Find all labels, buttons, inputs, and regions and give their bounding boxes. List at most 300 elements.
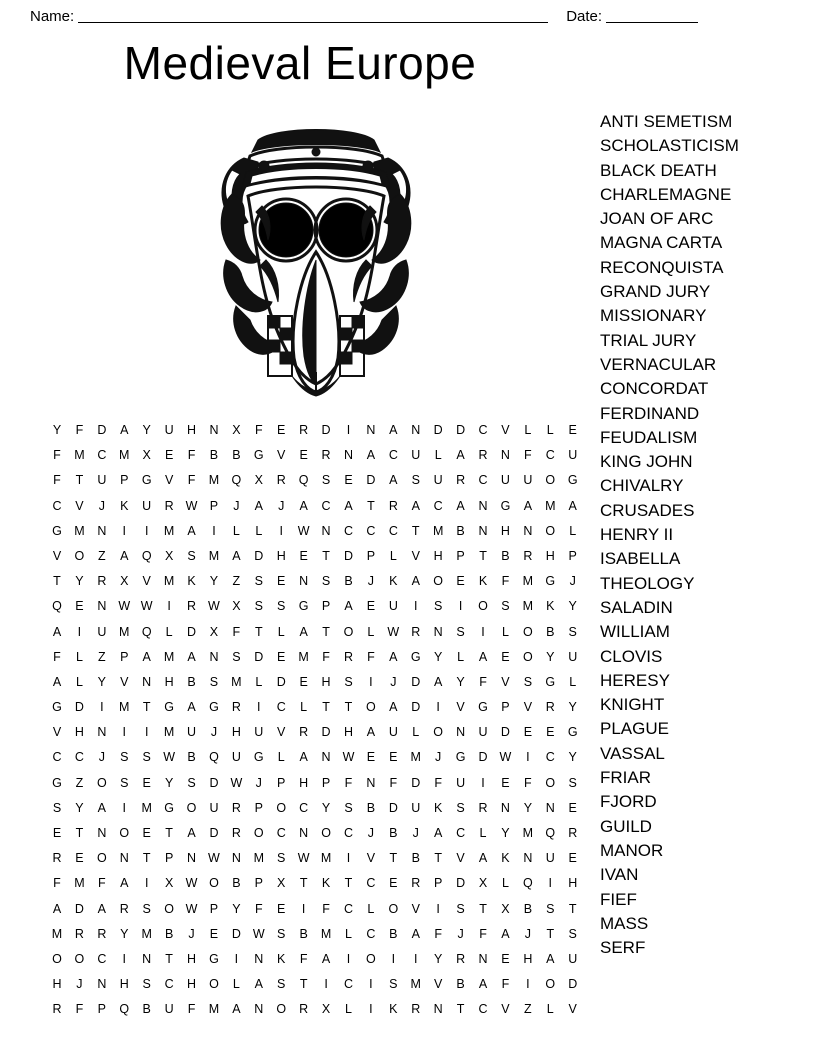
- grid-cell[interactable]: I: [144, 725, 149, 740]
- grid-cell[interactable]: N: [478, 498, 488, 513]
- grid-cell[interactable]: F: [75, 423, 84, 437]
- grid-cell[interactable]: Y: [164, 775, 174, 790]
- grid-cell[interactable]: D: [388, 800, 398, 815]
- grid-cell[interactable]: R: [231, 700, 241, 715]
- grid-cell[interactable]: B: [456, 523, 465, 538]
- grid-cell[interactable]: X: [501, 901, 510, 916]
- grid-cell[interactable]: L: [345, 926, 352, 941]
- grid-cell[interactable]: A: [299, 624, 308, 639]
- grid-cell[interactable]: E: [389, 876, 398, 891]
- grid-cell[interactable]: B: [366, 800, 376, 815]
- grid-cell[interactable]: T: [322, 700, 330, 715]
- grid-cell[interactable]: A: [568, 498, 577, 513]
- grid-cell[interactable]: D: [231, 926, 241, 941]
- grid-cell[interactable]: G: [410, 649, 421, 664]
- grid-cell[interactable]: M: [51, 926, 63, 941]
- grid-cell[interactable]: R: [97, 574, 107, 589]
- grid-cell[interactable]: G: [164, 700, 174, 715]
- grid-cell[interactable]: O: [522, 624, 533, 639]
- grid-cell[interactable]: L: [457, 649, 465, 664]
- grid-cell[interactable]: M: [74, 448, 85, 463]
- grid-cell[interactable]: A: [389, 649, 398, 664]
- grid-cell[interactable]: S: [568, 926, 577, 941]
- grid-cell[interactable]: A: [434, 674, 443, 689]
- grid-cell[interactable]: O: [321, 826, 331, 840]
- grid-cell[interactable]: C: [388, 523, 398, 538]
- grid-cell[interactable]: S: [546, 901, 555, 916]
- grid-cell[interactable]: Y: [97, 674, 107, 689]
- grid-cell[interactable]: Y: [434, 649, 443, 664]
- grid-cell[interactable]: W: [118, 599, 131, 614]
- grid-cell[interactable]: T: [322, 624, 330, 639]
- grid-cell[interactable]: C: [276, 826, 286, 840]
- grid-cell[interactable]: M: [410, 750, 421, 765]
- grid-cell[interactable]: F: [53, 473, 61, 488]
- grid-cell[interactable]: T: [434, 851, 442, 866]
- grid-cell[interactable]: D: [276, 674, 286, 689]
- grid-cell[interactable]: W: [185, 901, 198, 916]
- grid-cell[interactable]: A: [187, 700, 196, 715]
- grid-cell[interactable]: Y: [120, 926, 129, 941]
- grid-cell[interactable]: M: [410, 977, 421, 992]
- grid-cell[interactable]: O: [209, 876, 219, 891]
- grid-cell[interactable]: D: [411, 775, 421, 790]
- grid-cell[interactable]: R: [276, 473, 286, 488]
- grid-cell[interactable]: M: [522, 574, 534, 589]
- grid-cell[interactable]: L: [255, 674, 263, 689]
- grid-cell[interactable]: P: [434, 876, 443, 891]
- grid-cell[interactable]: X: [142, 448, 151, 463]
- grid-cell[interactable]: G: [545, 674, 556, 689]
- grid-cell[interactable]: N: [433, 1002, 443, 1017]
- grid-cell[interactable]: S: [568, 624, 577, 639]
- grid-cell[interactable]: W: [499, 750, 512, 765]
- grid-cell[interactable]: I: [346, 423, 351, 437]
- grid-cell[interactable]: G: [478, 700, 488, 715]
- grid-cell[interactable]: K: [321, 876, 331, 891]
- grid-cell[interactable]: L: [367, 624, 375, 639]
- grid-cell[interactable]: W: [252, 926, 265, 941]
- grid-cell[interactable]: L: [277, 750, 285, 765]
- grid-cell[interactable]: W: [185, 876, 198, 891]
- grid-cell[interactable]: V: [120, 674, 129, 689]
- grid-cell[interactable]: N: [433, 624, 443, 639]
- grid-cell[interactable]: C: [388, 448, 398, 463]
- grid-cell[interactable]: L: [232, 523, 240, 538]
- grid-cell[interactable]: M: [163, 649, 175, 664]
- grid-cell[interactable]: E: [299, 448, 308, 463]
- name-input-line[interactable]: [78, 10, 548, 23]
- grid-cell[interactable]: P: [120, 473, 129, 488]
- grid-cell[interactable]: N: [299, 826, 309, 840]
- grid-cell[interactable]: R: [456, 473, 466, 488]
- grid-cell[interactable]: L: [367, 901, 375, 916]
- grid-cell[interactable]: N: [119, 851, 129, 866]
- grid-cell[interactable]: U: [209, 800, 219, 815]
- word-search-grid[interactable]: [50, 418, 580, 1023]
- grid-cell[interactable]: F: [322, 901, 330, 916]
- grid-cell[interactable]: C: [343, 826, 353, 840]
- grid-cell[interactable]: N: [97, 826, 107, 840]
- grid-cell[interactable]: U: [500, 473, 510, 488]
- grid-cell[interactable]: D: [254, 649, 264, 664]
- grid-cell[interactable]: I: [458, 599, 463, 614]
- grid-cell[interactable]: R: [52, 851, 62, 866]
- grid-cell[interactable]: B: [456, 977, 465, 992]
- grid-cell[interactable]: J: [255, 775, 262, 790]
- grid-cell[interactable]: C: [97, 951, 107, 966]
- grid-cell[interactable]: I: [77, 624, 82, 639]
- grid-cell[interactable]: S: [120, 750, 129, 765]
- grid-cell[interactable]: F: [254, 901, 263, 916]
- grid-cell[interactable]: U: [411, 800, 421, 815]
- grid-cell[interactable]: U: [568, 951, 578, 966]
- grid-cell[interactable]: P: [277, 775, 286, 790]
- grid-cell[interactable]: P: [254, 800, 263, 815]
- grid-cell[interactable]: E: [366, 750, 376, 765]
- grid-cell[interactable]: T: [299, 876, 308, 891]
- grid-cell[interactable]: N: [500, 448, 510, 463]
- grid-cell[interactable]: A: [389, 423, 398, 437]
- grid-cell[interactable]: W: [208, 599, 220, 614]
- grid-cell[interactable]: Y: [321, 800, 331, 815]
- grid-cell[interactable]: K: [120, 498, 129, 513]
- grid-cell[interactable]: C: [456, 826, 466, 840]
- grid-cell[interactable]: J: [435, 750, 442, 765]
- grid-cell[interactable]: L: [546, 1002, 554, 1017]
- grid-cell[interactable]: T: [165, 826, 173, 840]
- grid-cell[interactable]: O: [186, 800, 197, 815]
- grid-cell[interactable]: J: [98, 498, 105, 513]
- grid-cell[interactable]: W: [185, 498, 198, 513]
- grid-cell[interactable]: M: [231, 674, 242, 689]
- grid-cell[interactable]: H: [545, 548, 555, 563]
- grid-cell[interactable]: G: [52, 700, 62, 715]
- grid-cell[interactable]: T: [142, 851, 151, 866]
- grid-cell[interactable]: B: [411, 851, 420, 866]
- grid-cell[interactable]: A: [389, 473, 398, 488]
- grid-cell[interactable]: K: [277, 951, 286, 966]
- grid-cell[interactable]: S: [344, 674, 353, 689]
- grid-cell[interactable]: L: [165, 624, 173, 639]
- grid-cell[interactable]: H: [74, 725, 84, 740]
- grid-cell[interactable]: B: [232, 448, 241, 463]
- grid-cell[interactable]: B: [344, 574, 353, 589]
- grid-cell[interactable]: R: [411, 1002, 421, 1017]
- grid-cell[interactable]: C: [478, 473, 488, 488]
- grid-cell[interactable]: O: [253, 826, 264, 840]
- grid-cell[interactable]: M: [208, 1002, 220, 1017]
- grid-cell[interactable]: A: [411, 498, 420, 513]
- grid-cell[interactable]: B: [523, 901, 533, 916]
- grid-cell[interactable]: R: [299, 423, 309, 437]
- grid-cell[interactable]: Y: [232, 901, 241, 916]
- grid-cell[interactable]: L: [232, 977, 240, 992]
- grid-cell[interactable]: F: [98, 876, 106, 891]
- grid-cell[interactable]: A: [187, 649, 196, 664]
- grid-cell[interactable]: Y: [568, 599, 577, 614]
- grid-cell[interactable]: M: [119, 448, 130, 463]
- grid-cell[interactable]: I: [234, 951, 239, 966]
- grid-cell[interactable]: T: [53, 574, 61, 589]
- grid-cell[interactable]: B: [209, 448, 219, 463]
- grid-cell[interactable]: P: [321, 775, 331, 790]
- grid-cell[interactable]: D: [187, 624, 197, 639]
- grid-cell[interactable]: P: [164, 851, 174, 866]
- grid-cell[interactable]: L: [412, 725, 420, 740]
- grid-cell[interactable]: Q: [209, 750, 219, 765]
- grid-cell[interactable]: A: [389, 700, 398, 715]
- grid-cell[interactable]: I: [391, 951, 396, 966]
- grid-cell[interactable]: E: [501, 649, 510, 664]
- grid-cell[interactable]: V: [411, 548, 420, 563]
- grid-cell[interactable]: R: [321, 448, 331, 463]
- grid-cell[interactable]: E: [277, 574, 286, 589]
- grid-cell[interactable]: T: [367, 498, 375, 513]
- grid-cell[interactable]: J: [569, 574, 576, 589]
- grid-cell[interactable]: O: [74, 548, 85, 563]
- grid-cell[interactable]: F: [501, 574, 510, 589]
- grid-cell[interactable]: E: [209, 926, 219, 941]
- grid-cell[interactable]: S: [142, 901, 151, 916]
- grid-cell[interactable]: Y: [568, 750, 577, 765]
- grid-cell[interactable]: T: [389, 851, 398, 866]
- grid-cell[interactable]: P: [97, 1002, 107, 1017]
- grid-cell[interactable]: N: [142, 951, 152, 966]
- grid-cell[interactable]: L: [300, 700, 308, 715]
- grid-cell[interactable]: I: [436, 901, 440, 916]
- grid-cell[interactable]: O: [366, 700, 376, 715]
- grid-cell[interactable]: X: [254, 473, 263, 488]
- grid-cell[interactable]: X: [321, 1002, 331, 1017]
- grid-cell[interactable]: O: [74, 951, 85, 966]
- grid-cell[interactable]: A: [232, 1002, 241, 1017]
- grid-cell[interactable]: O: [366, 951, 376, 966]
- grid-cell[interactable]: U: [97, 473, 107, 488]
- grid-cell[interactable]: V: [277, 448, 286, 463]
- grid-cell[interactable]: N: [523, 851, 533, 866]
- grid-cell[interactable]: Y: [75, 574, 84, 589]
- grid-cell[interactable]: T: [75, 473, 84, 488]
- grid-cell[interactable]: F: [322, 649, 330, 664]
- grid-cell[interactable]: Y: [142, 423, 151, 437]
- grid-cell[interactable]: N: [209, 649, 219, 664]
- grid-cell[interactable]: U: [164, 423, 174, 437]
- grid-cell[interactable]: M: [298, 649, 309, 664]
- grid-cell[interactable]: P: [120, 649, 129, 664]
- grid-cell[interactable]: V: [523, 700, 533, 715]
- grid-cell[interactable]: Y: [546, 649, 555, 664]
- grid-cell[interactable]: U: [388, 725, 398, 740]
- grid-cell[interactable]: T: [456, 1002, 465, 1017]
- grid-cell[interactable]: S: [277, 926, 286, 941]
- grid-cell[interactable]: S: [344, 800, 353, 815]
- grid-cell[interactable]: S: [254, 574, 263, 589]
- grid-cell[interactable]: R: [52, 1002, 62, 1017]
- grid-cell[interactable]: A: [411, 574, 420, 589]
- grid-cell[interactable]: A: [501, 926, 510, 941]
- grid-cell[interactable]: F: [254, 423, 263, 437]
- grid-cell[interactable]: C: [97, 448, 107, 463]
- grid-cell[interactable]: S: [321, 574, 331, 589]
- grid-cell[interactable]: T: [165, 951, 173, 966]
- grid-cell[interactable]: N: [97, 523, 107, 538]
- grid-cell[interactable]: I: [481, 624, 485, 639]
- grid-cell[interactable]: M: [522, 599, 534, 614]
- grid-cell[interactable]: N: [545, 800, 555, 815]
- grid-cell[interactable]: I: [369, 674, 373, 689]
- grid-cell[interactable]: R: [388, 498, 398, 513]
- grid-cell[interactable]: C: [164, 977, 174, 992]
- grid-cell[interactable]: Q: [119, 1002, 130, 1017]
- grid-cell[interactable]: A: [120, 548, 129, 563]
- grid-cell[interactable]: V: [164, 473, 174, 488]
- grid-cell[interactable]: U: [142, 498, 152, 513]
- grid-cell[interactable]: E: [546, 725, 555, 740]
- grid-cell[interactable]: L: [569, 523, 577, 538]
- grid-cell[interactable]: U: [231, 750, 241, 765]
- date-input-line[interactable]: [606, 10, 698, 23]
- grid-cell[interactable]: G: [253, 448, 264, 463]
- grid-cell[interactable]: M: [432, 523, 444, 538]
- grid-cell[interactable]: M: [74, 876, 85, 891]
- grid-cell[interactable]: D: [343, 548, 353, 563]
- grid-cell[interactable]: E: [523, 725, 533, 740]
- grid-cell[interactable]: L: [75, 649, 83, 664]
- grid-cell[interactable]: G: [253, 750, 264, 765]
- grid-cell[interactable]: Y: [501, 826, 510, 840]
- grid-cell[interactable]: U: [568, 649, 578, 664]
- grid-cell[interactable]: O: [276, 1002, 287, 1017]
- grid-cell[interactable]: X: [209, 624, 219, 639]
- grid-cell[interactable]: H: [523, 951, 533, 966]
- grid-cell[interactable]: Y: [75, 800, 84, 815]
- grid-cell[interactable]: R: [545, 700, 555, 715]
- grid-cell[interactable]: Z: [75, 775, 84, 790]
- grid-cell[interactable]: I: [369, 1002, 373, 1017]
- grid-cell[interactable]: W: [163, 750, 176, 765]
- grid-cell[interactable]: I: [346, 851, 351, 866]
- grid-cell[interactable]: A: [478, 649, 488, 664]
- grid-cell[interactable]: M: [208, 473, 220, 488]
- grid-cell[interactable]: H: [164, 674, 174, 689]
- grid-cell[interactable]: O: [433, 574, 444, 589]
- grid-cell[interactable]: B: [546, 624, 555, 639]
- grid-cell[interactable]: J: [76, 977, 83, 992]
- grid-cell[interactable]: H: [276, 548, 286, 563]
- grid-cell[interactable]: N: [500, 800, 510, 815]
- grid-cell[interactable]: F: [299, 951, 308, 966]
- grid-cell[interactable]: Y: [209, 574, 219, 589]
- grid-cell[interactable]: F: [524, 775, 532, 790]
- grid-cell[interactable]: I: [144, 523, 149, 538]
- grid-cell[interactable]: G: [52, 523, 62, 538]
- grid-cell[interactable]: G: [164, 800, 174, 815]
- grid-cell[interactable]: O: [545, 775, 556, 790]
- grid-cell[interactable]: G: [141, 473, 152, 488]
- grid-cell[interactable]: S: [568, 775, 577, 790]
- grid-cell[interactable]: H: [187, 951, 197, 966]
- grid-cell[interactable]: Q: [298, 473, 309, 488]
- grid-cell[interactable]: U: [568, 448, 578, 463]
- grid-cell[interactable]: W: [208, 851, 220, 866]
- grid-cell[interactable]: O: [96, 775, 107, 790]
- grid-cell[interactable]: S: [187, 775, 196, 790]
- grid-cell[interactable]: F: [187, 473, 196, 488]
- grid-cell[interactable]: K: [389, 1002, 398, 1017]
- grid-cell[interactable]: K: [389, 574, 398, 589]
- grid-cell[interactable]: H: [187, 423, 197, 437]
- grid-cell[interactable]: I: [301, 901, 306, 916]
- grid-cell[interactable]: U: [523, 473, 533, 488]
- grid-cell[interactable]: D: [74, 700, 84, 715]
- grid-cell[interactable]: T: [322, 548, 330, 563]
- grid-cell[interactable]: R: [411, 624, 421, 639]
- grid-cell[interactable]: K: [187, 574, 196, 589]
- grid-cell[interactable]: B: [164, 926, 174, 941]
- grid-cell[interactable]: E: [568, 423, 577, 437]
- grid-cell[interactable]: S: [277, 599, 286, 614]
- grid-cell[interactable]: L: [389, 548, 397, 563]
- grid-cell[interactable]: V: [142, 574, 151, 589]
- grid-cell[interactable]: H: [343, 725, 353, 740]
- grid-cell[interactable]: Z: [524, 1002, 532, 1017]
- grid-cell[interactable]: E: [568, 851, 577, 866]
- grid-cell[interactable]: L: [255, 523, 263, 538]
- grid-cell[interactable]: C: [366, 523, 376, 538]
- grid-cell[interactable]: T: [479, 901, 487, 916]
- grid-cell[interactable]: R: [343, 649, 353, 664]
- grid-cell[interactable]: U: [164, 1002, 174, 1017]
- grid-cell[interactable]: R: [523, 548, 533, 563]
- grid-cell[interactable]: P: [568, 548, 577, 563]
- grid-cell[interactable]: N: [366, 423, 376, 437]
- grid-cell[interactable]: C: [433, 498, 443, 513]
- grid-cell[interactable]: E: [568, 800, 577, 815]
- grid-cell[interactable]: F: [53, 649, 61, 664]
- grid-cell[interactable]: G: [567, 473, 578, 488]
- grid-cell[interactable]: R: [231, 800, 241, 815]
- grid-cell[interactable]: I: [122, 800, 126, 815]
- grid-cell[interactable]: I: [257, 700, 261, 715]
- grid-cell[interactable]: F: [53, 876, 61, 891]
- grid-cell[interactable]: N: [254, 1002, 264, 1017]
- grid-cell[interactable]: X: [164, 876, 174, 891]
- grid-cell[interactable]: E: [164, 448, 174, 463]
- grid-cell[interactable]: T: [479, 548, 487, 563]
- grid-cell[interactable]: A: [120, 876, 129, 891]
- grid-cell[interactable]: B: [501, 548, 510, 563]
- grid-cell[interactable]: I: [122, 951, 126, 966]
- grid-cell[interactable]: T: [411, 523, 420, 538]
- grid-cell[interactable]: D: [411, 700, 421, 715]
- grid-cell[interactable]: A: [366, 725, 376, 740]
- grid-cell[interactable]: M: [320, 851, 332, 866]
- grid-cell[interactable]: S: [120, 775, 129, 790]
- grid-cell[interactable]: I: [324, 977, 328, 992]
- grid-cell[interactable]: U: [433, 473, 443, 488]
- grid-cell[interactable]: K: [501, 851, 510, 866]
- grid-cell[interactable]: T: [75, 826, 84, 840]
- grid-cell[interactable]: R: [299, 1002, 309, 1017]
- grid-cell[interactable]: Y: [568, 700, 577, 715]
- grid-cell[interactable]: A: [456, 448, 465, 463]
- grid-cell[interactable]: K: [546, 599, 555, 614]
- grid-cell[interactable]: V: [501, 423, 510, 437]
- grid-cell[interactable]: B: [389, 926, 398, 941]
- grid-cell[interactable]: L: [434, 448, 442, 463]
- grid-cell[interactable]: X: [120, 574, 129, 589]
